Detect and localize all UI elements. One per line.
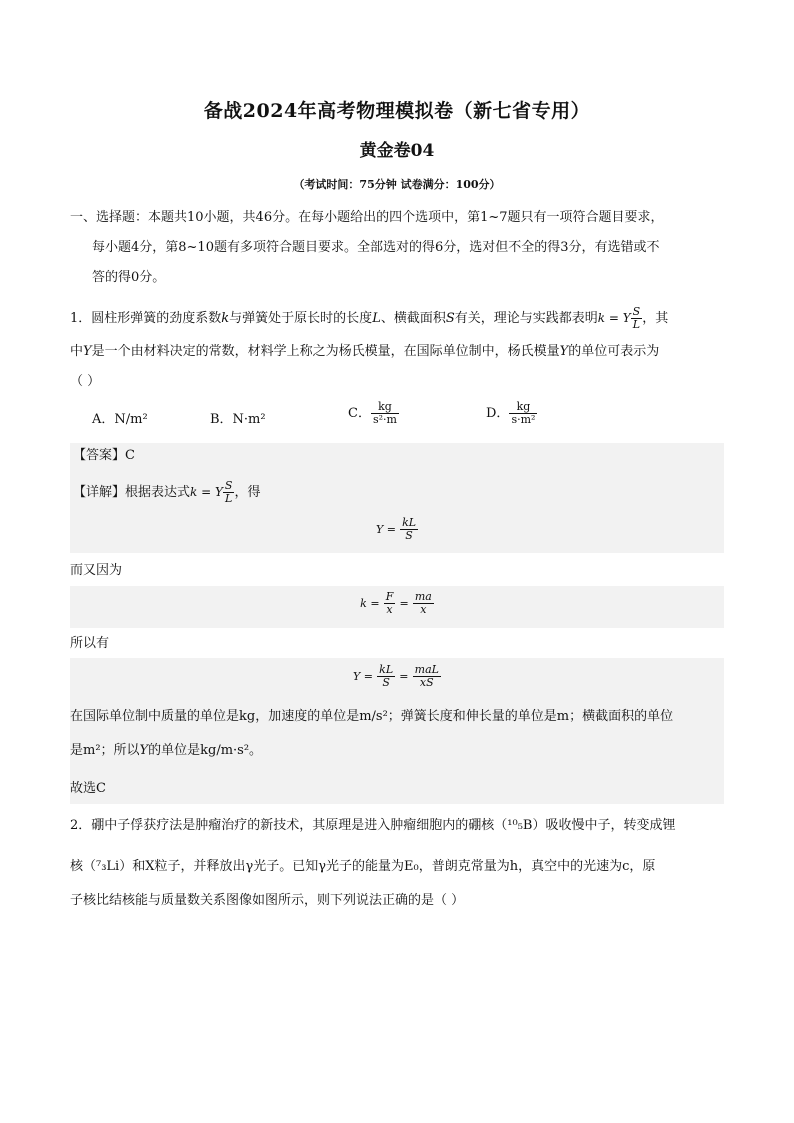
- q1-equation-3: Y = $\frac{kL}{S}$ = $\frac{\text{maL}}{xS}$: [353, 663, 439, 689]
- q1-answer: 【答案】C: [73, 448, 135, 463]
- q1-paren: （ ）: [70, 374, 101, 389]
- q2-stem-line3: 子核比结核能与质量数关系图像如图所示，则下列说法正确的是（ ）: [70, 893, 465, 908]
- q1-also-text: 而又因为: [70, 563, 123, 578]
- paper-subtitle: 黄金卷04: [359, 141, 435, 161]
- q1-units-line2: 是m²；所以Y的单位是kg/m·s²。: [70, 743, 263, 758]
- q1-stem-fraction: $\frac{S}{L}$: [632, 305, 641, 331]
- q1-option-d: D． $\frac{kg}{\text{s·m²}}$: [486, 400, 536, 426]
- q1-equation-2: k = $\frac{F}{x}$ = $\frac{ma}{x}$: [360, 590, 432, 616]
- q2-stem-line1: 2．硼中子俘获疗法是肿瘤治疗的新技术，其原理是进入肿瘤细胞内的硼核（¹⁰₅B）吸收慢中子，转变成锂: [70, 818, 676, 833]
- q1-so-text: 所以有: [70, 636, 110, 651]
- q1-units-line1: 在国际单位制中质量的单位是kg，加速度的单位是m/s²；弹簧长度和伸长量的单位是m；横截面积的单位: [70, 709, 674, 724]
- section-instructions-line1: 一、选择题：本题共10小题，共46分。在每小题给出的四个选项中，第1~7题只有一项符合题目要求，: [70, 210, 664, 225]
- section-instructions-line3: 答的得0分。: [92, 270, 166, 285]
- q1-detail: 【详解】根据表达式k = Y $\frac{S}{L}$ ，得: [73, 479, 261, 505]
- section-instructions-line2: 每小题4分，第8~10题有多项符合题目要求。全部选对的得6分，选对但不全的得3分，有选错或不: [92, 240, 660, 255]
- q1-option-c: C． $\frac{kg}{\text{s²·m}}$: [348, 400, 397, 426]
- q1-option-a: A．N/m²: [92, 412, 148, 427]
- q1-choice: 故选C: [70, 781, 106, 796]
- q1-stem-line2: 中Y是一个由材料决定的常数，材料学上称之为杨氏模量，在国际单位制中，杨氏模量Y的单位可表示为: [70, 344, 660, 359]
- paper-title: 备战2024年高考物理模拟卷（新七省专用）: [203, 100, 591, 122]
- exam-info: （考试时间：75分钟 试卷满分：100分）: [293, 178, 501, 191]
- q1-option-b: B．N·m²: [210, 412, 266, 427]
- q2-stem-line2: 核（⁷₃Li）和X粒子，并释放出γ光子。已知γ光子的能量为E₀，普朗克常量为h，真空中的光速为c，原: [70, 859, 656, 874]
- q1-stem-line1: 1．圆柱形弹簧的劲度系数k与弹簧处于原长时的长度L、横截面积S有关，理论与实践都表明k = Y $\frac{S}{L}$ ，其: [70, 305, 669, 331]
- q1-equation-1: Y = $\frac{kL}{S}$: [375, 516, 417, 542]
